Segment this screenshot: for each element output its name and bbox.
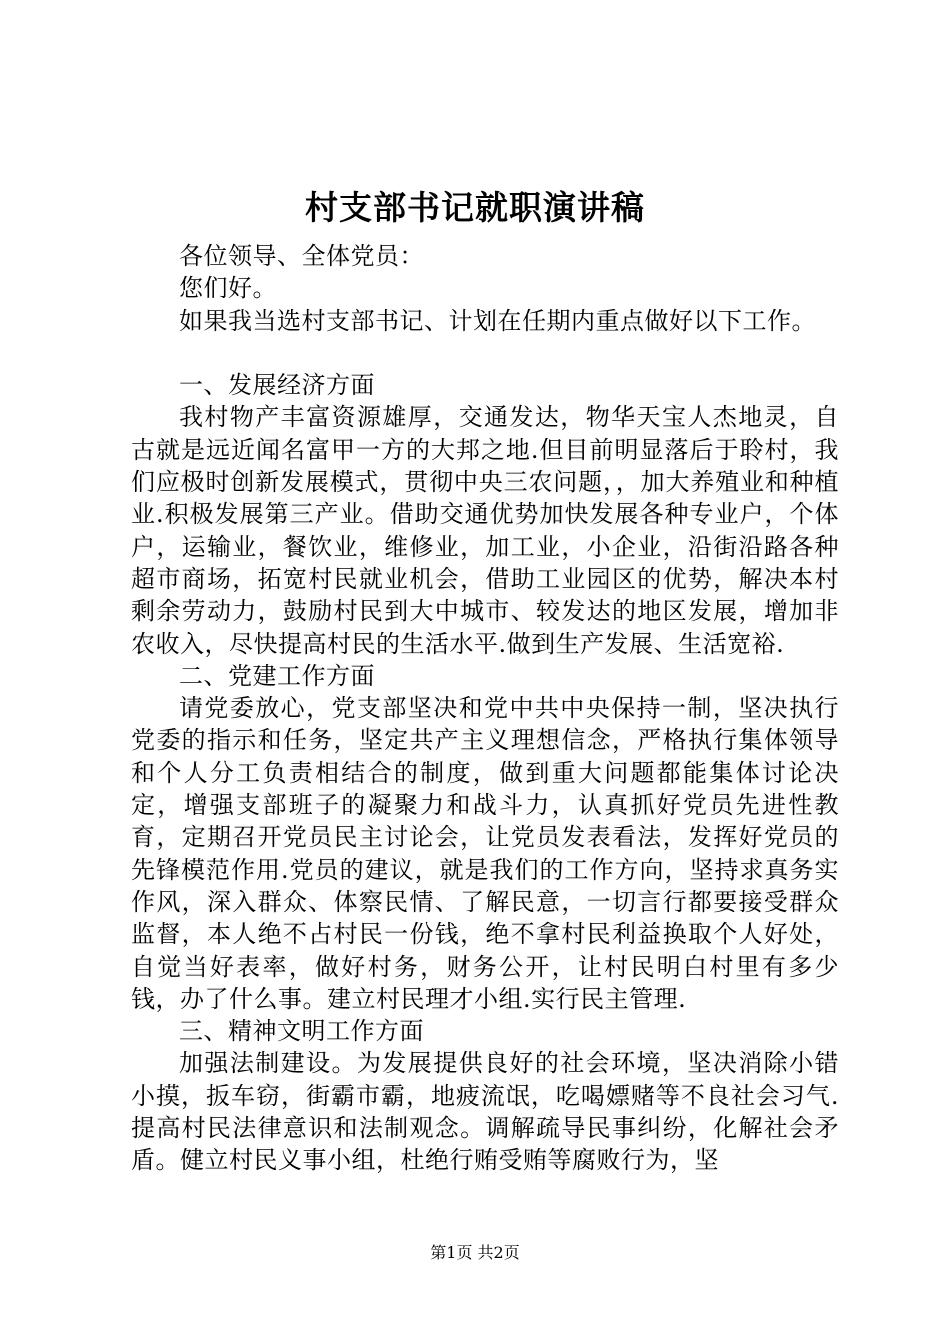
section-body-party-building: 请党委放心，党支部坚决和党中共中央保持一制，坚决执行党委的指示和任务，坚定共产主义理想信念，严格执行集体领导和个人分工负责相结合的制度，做到重大问题都能集体讨论决定，增强支部班子的凝聚力和战斗力，认真抓好党员先进性教育，定期召开党员民主讨论会，让党员发表看法，发挥好党员的先锋模范作用.党员的建议，就是我们的工作方向，坚持求真务实作风，深入群众、体察民情、了解民意，一切言行都要接受群众监督，本人绝不占村民一份钱，绝不拿村民利益换取个人好处，自觉当好表率，做好村务，财务公开，让村民明白村里有多少钱，办了什么事。建立村民理才小组.实行民主管理. (131, 694, 839, 1013)
greeting-paragraph: 各位领导、全体党员： (179, 242, 424, 270)
section-body-economy: 我村物产丰富资源雄厚，交通发达，物华天宝人杰地灵，自古就是远近闻名富甲一方的大邦之地.但目前明显落后于聆村，我们应极时创新发展模式，贯彻中央三农问题，，加大养殖业和种植业.积极发展第三产业。借助交通优势加快发展各种专业户，个体户，运输业，餐饮业，维修业，加工业，小企业，沿街沿路各种超市商场，拓宽村民就业机会，借助工业园区的优势，解决本村剩余劳动力，鼓励村民到大中城市、较发达的地区发展，增加非农收入，尽快提高村民的生活水平.做到生产发展、生活宽裕. (131, 403, 839, 658)
section-body-civilization: 加强法制建设。为发展提供良好的社会环境，坚决消除小错小摸，扳车窃，街霸市霸，地疲流氓，吃喝嫖赌等不良社会习气.提高村民法律意识和法制观念。调解疏导民事纠纷，化解社会矛盾。健立村民义事小组，杜绝行贿受贿等腐败行为，坚 (131, 1049, 839, 1175)
page-number-footer: 第1页 共2页 (430, 1243, 520, 1262)
section-heading-party-building: 二、党建工作方面 (179, 661, 375, 690)
document-title: 村支部书记就职演讲稿 (305, 188, 645, 227)
intro-paragraph: 如果我当选村支部书记、计划在任期内重点做好以下工作。 (179, 306, 816, 335)
section-heading-civilization: 三、精神文明工作方面 (179, 1017, 424, 1046)
hello-paragraph: 您们好。 (179, 274, 277, 303)
blank-line (131, 337, 839, 369)
section-heading-economy: 一、发展经济方面 (179, 371, 375, 400)
document-body (131, 240, 839, 1177)
